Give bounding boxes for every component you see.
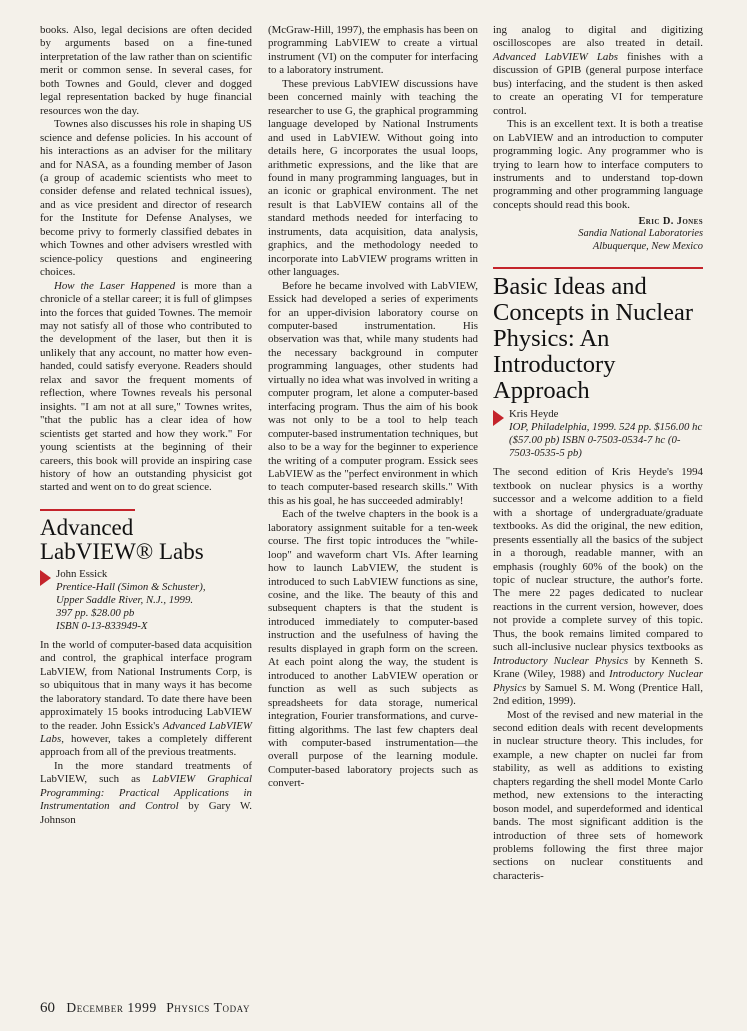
- section-divider: [40, 509, 135, 511]
- book-price: 397 pp. $28.00 pb: [56, 606, 135, 619]
- reviewer-name: Eric D. Jones: [638, 216, 703, 228]
- body-paragraph: (McGraw-Hill, 1997), the emphasis has been on programming LabVIEW to create a virtual instrument (VI) on the computer for interfacing to a laboratory instrument.: [268, 24, 478, 77]
- body-paragraph: Each of the twelve chapters in the book is a laboratory assignment suitable for a ten-week course. The first topic introduces the "while-loop" and waveform chart VIs. After learning how to launch LabVIEW, the student is introduced to such LabVIEW functions as sine, cosine, and the like. The beauty of this and subsequent chapters is that the student is introduced immediately to computer-based instruction and the usefulness of having the results displayed in graph form on the screen. At each point along the way, the student is introduced to another LabVIEW operation or function as well as such subjects as spreadsheets for data storage, numerical integration, Fourier transformations, and curve-fitting algorithms. The last few chapters deal with computer-based instrumentation—the overall purpose of the learning module. Computer-based laboratory projects such as convert-: [268, 508, 478, 790]
- column-right: [493, 24, 703, 883]
- body-paragraph: How the Laser Happened is more than a chronicle of a stellar career; it is full of glimpses into the forces that guided Townes. The memoir may not satisfy all of those who contributed to the development of the laser, but then it is unlikely that any account, no matter how even-handed, could satisfy everyone. Readers should relax and savor the frequent moments of reflection, where Townes reveals his personal insights. "I am not at all sure," Townes writes, "that the public has a clear idea of how scientists get started and how they work." For young scientists at the beginning of their careers, this book will provide an inspiring case history of how an outstanding physicist got started and went on to do great science.: [40, 279, 252, 494]
- body-paragraph: Townes also discusses his role in shaping US science and defense policies. In his account of his interactions as an adviser for the military and for NASA, as a founding member of Jason (a group of academic scientists who meet to consider defense and related technical issues), and as vice president and director of research for the Institute for Defense Analyses, we become privy to formerly classified debates in which Townes and other advisers wrestled with science-policy questions and engineering choices.: [40, 118, 252, 279]
- book-isbn: ISBN 0-13-833949-X: [56, 619, 148, 632]
- column-left: [40, 24, 252, 827]
- reviewer-signature: [493, 216, 703, 253]
- magazine-name: Physics Today: [166, 1000, 251, 1015]
- reviewer-affiliation: Sandia National Laboratories: [578, 228, 703, 240]
- book-publisher-location: Upper Saddle River, N.J., 1999.: [56, 593, 194, 606]
- body-paragraph: ing analog to digital and digitizing oscilloscopes are also treated in detail. Advanced LabVIEW Labs finishes with a discussion of GPIB (general purpose interface bus) interfacing, and the student is then asked to create an operating VI for temperature control.: [493, 24, 703, 117]
- page-number: 60: [40, 1000, 55, 1016]
- triangle-marker-icon: [493, 410, 504, 426]
- review-title: Advanced LabVIEW® Labs: [40, 514, 204, 564]
- section-divider: [493, 267, 703, 269]
- body-paragraph: These previous LabVIEW discussions have been concerned mainly with teaching the researcher to use G, the graphical programming language developed by National Instruments and used in LabVIEW. Without going into details here, G incorporates the usual loops, arithmetic expressions, and the like that are found in many programming languages, but in an iconic or graphical environment. The net result is that LabVIEW contains all of the standard methods needed for interfacing to instruments, data acquisition, data analysis, graphics, and the methodology needed to incorporate into LabVIEW programs written in other languages.: [268, 77, 478, 279]
- body-paragraph: The second edition of Kris Heyde's 1994 textbook on nuclear physics is a worthy successor and a welcome addition to a field with a shortage of undergraduate/graduate textbooks. As did the original, the new edition, presents essentially all the basics of the subject in a thorough, readable manner, with an emphasis (roughly 60% of the book) on the topic of nuclear structure, the author's forte. The mere 22 pages dedicated to nuclear reactions in the current version, however, does not provide a complete survey of this topic. Thus, the book remains limited compared to such all-inclusive nuclear physics textbooks as Introductory Nuclear Physics by Kenneth S. Krane (Wiley, 1988) and Introductory Nuclear Physics by Samuel S. M. Wong (Prentice Hall, 2nd edition, 1999).: [493, 466, 703, 708]
- body-paragraph: Most of the revised and new material in the second edition deals with recent developments in nuclear structure theory. This includes, for example, a new chapter on nuclei far from stability, as well as additions to existing chapters regarding the shell model Monte Carlo method, new extensions to the interacting boson model, and superdeformed and identical bands. The most significant addition is the introduction of three sets of homework problems following the first three major sections on nuclear constituents and characteris-: [493, 708, 703, 882]
- issue-date: December 1999: [66, 1000, 157, 1015]
- body-paragraph: In the world of computer-based data acquisition and control, the graphical interface program LabVIEW, from National Instruments Corp, is so ubiquitous that in many ways it has become the laboratory standard. To date there have been approximately 15 books introducing LabVIEW to the reader. John Essick's Advanced LabVIEW Labs, however, takes a completely different approach from all of the previous treatments.: [40, 638, 252, 759]
- body-paragraph: This is an excellent text. It is both a treatise on LabVIEW and an introduction to computer programming logic. Any programmer who is trying to learn how to interface computers to instruments and to understand top-down programming and other programming language concepts should read this book.: [493, 118, 703, 211]
- book-title-italic: How the Laser Happened: [54, 279, 176, 292]
- body-paragraph: books. Also, legal decisions are often decided by arguments based on a fine-tuned interpretation of the law rather than on scientific merit or common sense. In several cases, for both Townes and Gould, clever and dogged legal representation backed by huge financial resources won the day.: [40, 24, 252, 117]
- book-author: John Essick: [56, 567, 108, 580]
- page-footer: [40, 1000, 256, 1017]
- column-middle: [268, 24, 478, 791]
- review-title: Basic Ideas and Concepts in Nuclear Physics: An Introductory Approach: [493, 273, 694, 405]
- book-publisher: Prentice-Hall (Simon & Schuster),: [56, 580, 206, 593]
- book-publisher: IOP, Philadelphia, 1999. 524 pp. $156.00 hc ($57.00 pb) ISBN 0-7503-0534-7 hc (0-7503-0535-5 pb): [509, 421, 703, 460]
- reviewer-location: Albuquerque, New Mexico: [592, 241, 703, 253]
- body-paragraph: Before he became involved with LabVIEW, Essick had developed a series of experiments for an upper-division laboratory course on computer-based instrumentation. His observation was that, while many students had the necessary background in computer programming languages, other students had virtually no idea what was involved in writing a computer program, let alone a computer-based interfacing program. Thus the aim of his book was not only to be a tool to help teach computer-based instrumentation techniques, but also to be a way for the beginner to experience the writing of a computer program. Essick sees LabVIEW as the "perfect environment in which to teach computer-based research skills." With this as his goal, he has succeeded admirably!: [268, 279, 478, 507]
- triangle-marker-icon: [40, 570, 51, 586]
- book-info: [40, 568, 252, 633]
- body-paragraph: In the more standard treatments of LabVIEW, such as LabVIEW Graphical Programming: Practical Applications in Instrumentation and Control by Gary W. Johnson: [40, 759, 252, 826]
- book-author: Kris Heyde: [509, 408, 559, 421]
- book-info: [493, 408, 703, 460]
